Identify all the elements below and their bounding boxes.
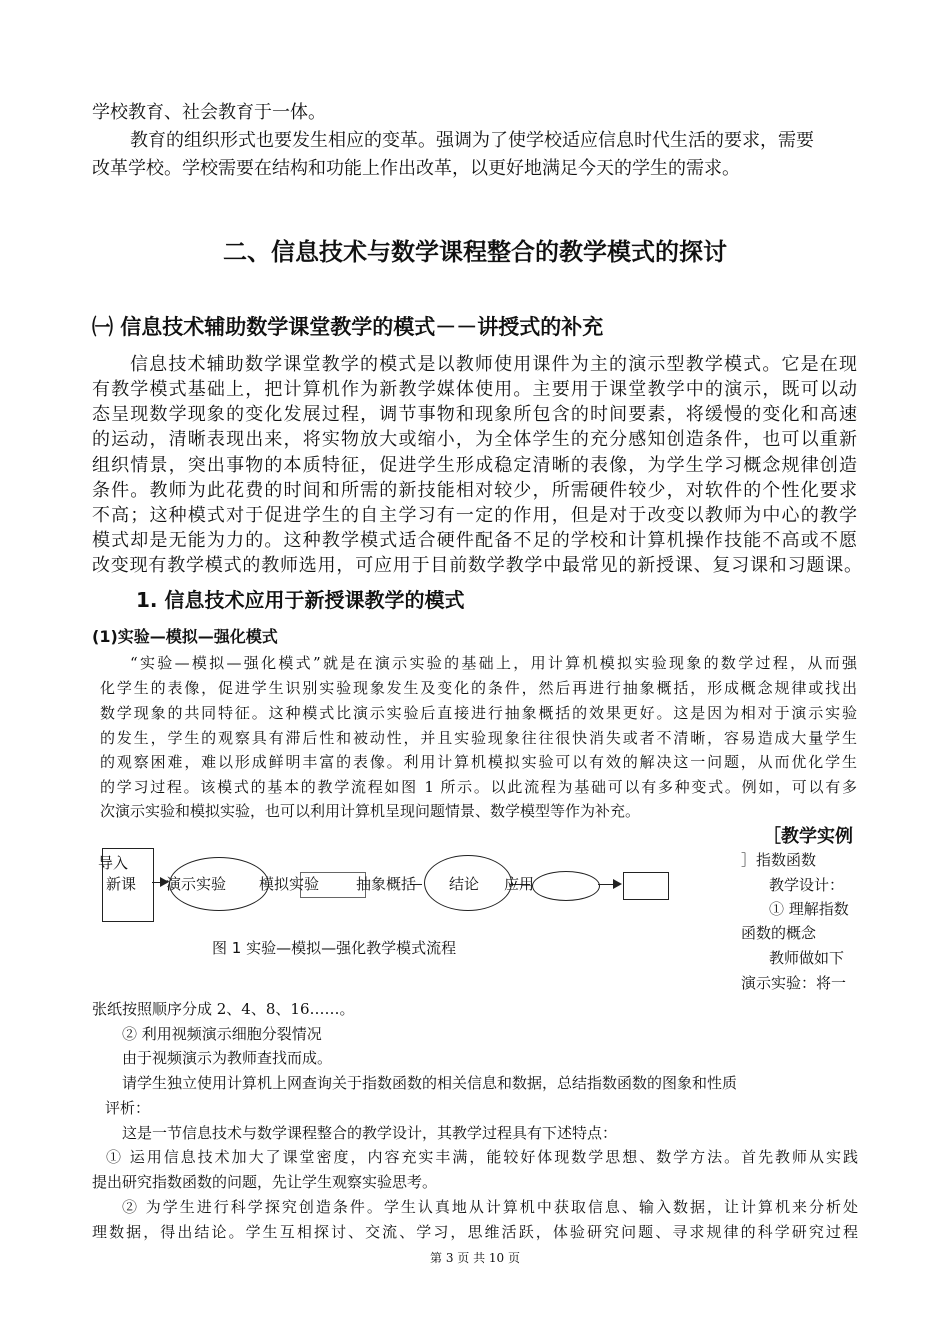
after-line: 请学生独立使用计算机上网查询关于指数函数的相关信息和数据，总结指数函数的图象和性质 [122,1074,738,1092]
example-line: 教学设计： [769,876,845,894]
after-line: ② 为学生进行科学探究创造条件。学生认真地从计算机中获取信息、输入数据，让计算机来分析处 [122,1198,858,1216]
after-line: 提出研究指数函数的问题，先让学生观察实验思考。 [92,1173,438,1191]
flow-label-apply: 应用 [504,875,535,893]
flow-label-demo: 演示实验 [166,875,227,893]
after-line: 评析： [105,1099,151,1117]
example-line: ① 理解指数 [769,900,849,918]
mode-para-line: 的观察困难，难以形成鲜明丰富的表像。利用计算机模拟实验可以有效的解决这一问题，从而优化学生 [100,753,857,771]
mode-para-line: 的学习过程。该模式的基本的教学流程如图 1 所示。以此流程为基础可以有多种变式。例如，可以有多 [100,778,857,796]
flow-label-intro: 导入 [98,854,129,872]
intro-para-line: 教育的组织形式也要发生相应的变革。强调为了使学校适应信息时代生活的要求，需要 [130,130,814,151]
after-line: 这是一节信息技术与数学课程整合的教学设计，其教学过程具有下述特点： [122,1124,618,1142]
intro-line: 学校教育、社会教育于一体。 [92,102,326,123]
example-line: 教师做如下 [769,949,845,967]
flow-arrow-head [613,879,622,889]
subsection-para-line: 不高；这种模式对于促进学生的自主学习有一定的作用，但是对于改变以教师为中心的教学 [92,505,857,526]
mode-para-line: 次演示实验和模拟实验，也可以利用计算机呈现问题情景、数学模型等作为补充。 [100,802,641,820]
subsection-para-line: 有教学模式基础上，把计算机作为新教学媒体使用。主要用于课堂教学中的演示，既可以动 [92,379,857,400]
flow-label-new-lesson: 新课 [106,875,137,893]
subsection-para-line: 的运动，清晰表现出来，将实物放大或缩小，为全体学生的充分感知创造条件，也可以重新 [92,429,857,450]
flow-caption: 图 1 实验—模拟—强化教学模式流程 [212,939,457,957]
mode-para-line: “实验—模拟—强化模式”就是在演示实验的基础上，用计算机模拟实验现象的数学过程，从而强 [130,654,857,672]
example-line: 函数的概念 [741,924,817,942]
heading-new-lesson-mode: 1. 信息技术应用于新授课教学的模式 [136,588,465,612]
subsection-para-line: 信息技术辅助数学课堂教学的模式是以教师使用课件为主的演示型教学模式。它是在现 [130,354,857,375]
flow-node-apply [532,871,600,901]
after-line: ① 运用信息技术加大了课堂密度，内容充实丰满，能较好体现数学思想、数学方法。首先教师从实践 [106,1148,858,1166]
after-line: 由于视频演示为教师查找而成。 [122,1049,333,1067]
mode-para-line: 数学现象的共同特征。这种模式比演示实验后直接进行抽象概括的效果更好。这是因为相对于演示实验 [100,704,857,722]
subsection-para-line: 组织情景，突出事物的本质特征，促进学生形成稳定清晰的表像，为学生学习概念规律创造 [92,455,857,476]
flow-label-conclusion: 结论 [449,875,480,893]
example-line: 演示实验：将一 [741,974,847,992]
intro-para-line: 改革学校。学校需要在结构和功能上作出改革，以更好地满足今天的学生的需求。 [92,158,740,179]
subsection-title: ㈠ 信息技术辅助数学课堂教学的模式－－讲授式的补充 [92,315,604,339]
after-line: 张纸按照顺序分成 2、4、8、16……。 [92,1000,355,1018]
mode-para-line: 化学生的表像，促进学生识别实验现象发生及变化的条件，然后再进行抽象概括，形成概念规律或找出 [100,679,857,697]
subsection-para-line: 改变现有教学模式的教师选用，可应用于目前数学教学中最常见的新授课、复习课和习题课。 [92,555,862,576]
mode-para-line: 的发生，学生的观察具有滞后性和被动性，并且实验现象往往很快消失或者不清晰，容易造成大量学生 [100,729,857,747]
after-line: 理数据，得出结论。学生互相探讨、交流、学习，思维活跃，体验研究问题、寻求规律的科学研究过程 [92,1223,858,1241]
after-line: ② 利用视频演示细胞分裂情况 [122,1025,322,1043]
flow-label-abstract: 抽象概括 [356,875,417,893]
example-title: ［教学实例 [763,826,853,847]
page-footer: 第 3 页 共 10 页 [430,1251,520,1265]
flow-label-simulate: 模拟实验 [259,875,320,893]
subsection-para-line: 态呈现数学现象的变化发展过程，调节事物和现象所包含的时间要素，将缓慢的变化和高速 [92,404,857,425]
section-title: 二、信息技术与数学课程整合的教学模式的探讨 [223,238,727,266]
example-line: ］指数函数 [741,851,817,869]
flow-arrow-line [598,884,614,885]
subsection-para-line: 条件。教师为此花费的时间和所需的新技能相对较少，所需硬件较少，对软件的个性化要求 [92,480,857,501]
heading-experiment-mode: (1)实验—模拟—强化模式 [92,627,278,646]
flow-box-end [623,872,669,900]
subsection-para-line: 模式却是无能为力的。这种教学模式适合硬件配备不足的学校和计算机操作技能不高或不愿 [92,530,857,551]
